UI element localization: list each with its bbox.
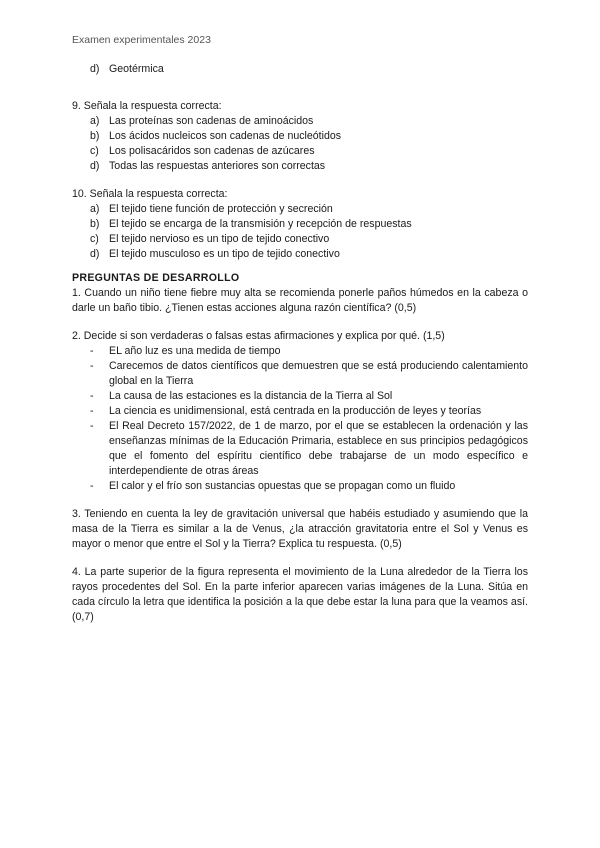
bullet-dash: - [90,420,94,432]
exam-content [72,62,528,625]
question-10-option-d [72,247,528,262]
question-10-option-c [72,232,528,247]
option-text: El tejido tiene función de protección y secreción [109,203,333,215]
development-question-1: 1. Cuando un niño tiene fiebre muy alta se recomienda ponerle paños húmedos en la cabeza o darle un baño tibio. ¿Tienen estas acciones alguna razón científica? (0,5) [72,287,528,314]
option-text: El tejido se encarga de la transmisión y recepción de respuestas [109,218,412,230]
question-9-prompt: 9. Señala la respuesta correcta: [72,100,222,112]
statement-item [72,479,528,494]
statement-item [72,419,528,479]
option-text: Los polisacáridos son cadenas de azúcares [109,145,315,157]
development-question-2 [72,329,528,494]
question-10-option-a [72,202,528,217]
option-text: Geotérmica [109,63,164,75]
option-letter: d) [90,160,100,172]
option-text: El tejido nervioso es un tipo de tejido conectivo [109,233,330,245]
development-question-3: 3. Teniendo en cuenta la ley de gravitación universal que habéis estudiado y asumiendo que la masa de la Tierra es similar a la de Venus, ¿la atracción gravitatoria entre el Sol y Venus es mayor o menor que entre el Sol y la Tierra? Explica tu respuesta. (0,5) [72,508,528,550]
question-9 [72,99,528,174]
question-9-option-c [72,144,528,159]
section-title: PREGUNTAS DE DESARROLLO [72,272,240,284]
option-letter: b) [90,130,100,142]
statement-item [72,359,528,389]
option-letter: a) [90,203,100,215]
statement-text: La causa de las estaciones es la distancia de la Tierra al Sol [109,390,393,402]
statement-text: La ciencia es unidimensional, está centrada en la producción de leyes y teorías [109,405,482,417]
bullet-dash: - [90,405,94,417]
question-9-option-a [72,114,528,129]
statement-item [72,389,528,404]
option-text: Todas las respuestas anteriores son correctas [109,160,326,172]
statement-text: EL año luz es una medida de tiempo [109,345,281,357]
statement-item [72,344,528,359]
bullet-dash: - [90,360,94,372]
question-10-prompt: 10. Señala la respuesta correcta: [72,188,228,200]
question-10 [72,187,528,262]
option-letter: c) [90,145,99,157]
statement-text: El calor y el frío son sustancias opuestas que se propagan como un fluido [109,480,456,492]
option-letter: b) [90,218,100,230]
bullet-dash: - [90,480,94,492]
option-text: Los ácidos nucleicos son cadenas de nucleótidos [109,130,342,142]
bullet-dash: - [90,345,94,357]
option-letter: c) [90,233,99,245]
statement-text: Carecemos de datos científicos que demuestren que se está produciendo calentamiento global en la Tierra [109,360,528,387]
statement-item [72,404,528,419]
question-10-option-b [72,217,528,232]
option-letter: a) [90,115,100,127]
statement-text: El Real Decreto 157/2022, de 1 de marzo, por el que se establecen la ordenación y las enseñanzas mínimas de la Educación Primaria, establece en sus principios pedagógicos que el fomento del espíritu científico debe trabajarse de un modo específico e interdependiente de otras áreas [109,420,528,477]
question-9-option-b [72,129,528,144]
option-text: El tejido musculoso es un tipo de tejido conectivo [109,248,340,260]
question-2-prompt: 2. Decide si son verdaderas o falsas estas afirmaciones y explica por qué. (1,5) [72,330,445,342]
development-question-4: 4. La parte superior de la figura representa el movimiento de la Luna alrededor de la Tierra los rayos procedentes del Sol. En la parte inferior aparecen varias imágenes de la Luna. Sitúa en cada círculo la letra que identifica la posición a la que debe estar la luna para que la veamos así.(0,7) [72,566,528,623]
option-letter: d) [90,63,100,75]
page-header: Examen experimentales 2023 [72,34,211,46]
option-letter: d) [90,248,100,260]
option-text: Las proteínas son cadenas de aminoácidos [109,115,314,127]
question-9-option-d [72,159,528,174]
carryover-option [72,62,528,77]
bullet-dash: - [90,390,94,402]
